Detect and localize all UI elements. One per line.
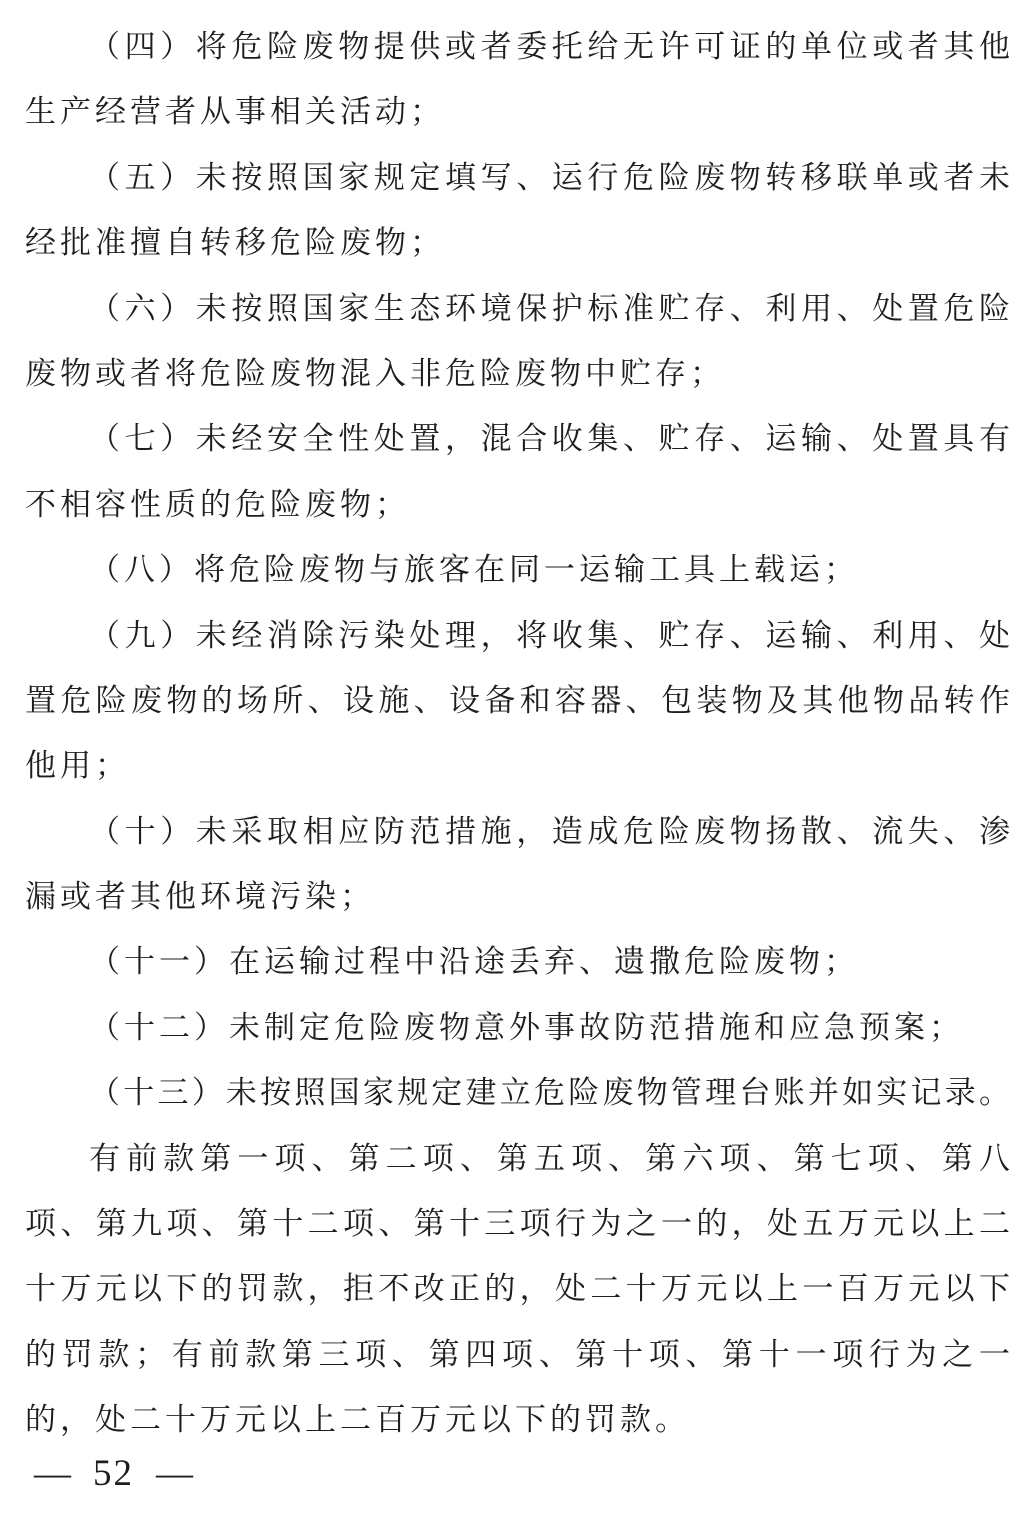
text-line: （十一）在运输过程中沿途丢弃、遗撒危险废物； <box>89 944 859 980</box>
text-line: （五）未按照国家规定填写、运行危险废物转移联单或者未 <box>89 159 1010 195</box>
text-line: 生产经营者从事相关活动； <box>25 94 445 130</box>
text-line: 漏或者其他环境污染； <box>25 879 375 915</box>
body-text <box>25 14 1010 1453</box>
footer-left-dash: — <box>34 1452 71 1494</box>
text-line: （四）将危险废物提供或者委托给无许可证的单位或者其他 <box>89 29 1010 64</box>
page-number: 52 <box>93 1452 134 1494</box>
text-line: （十二）未制定危险废物意外事故防范措施和应急预案； <box>89 1009 964 1045</box>
text-line: 他用； <box>25 748 130 784</box>
page-footer <box>34 1450 193 1496</box>
text-line: 十万元以下的罚款，拒不改正的，处二十万元以上一百万元以下 <box>25 1271 1010 1307</box>
text-line: 废物或者将危险废物混入非危险废物中贮存； <box>25 355 725 391</box>
footer-right-dash: — <box>156 1452 193 1494</box>
text-line: 的罚款；有前款第三项、第四项、第十项、第十一项行为之一 <box>25 1336 1010 1372</box>
text-line: 置危险废物的场所、设施、设备和容器、包装物及其他物品转作 <box>25 682 1010 718</box>
text-line: （六）未按照国家生态环境保护标准贮存、利用、处置危险 <box>89 290 1010 326</box>
text-line: （八）将危险废物与旅客在同一运输工具上载运； <box>89 552 859 588</box>
text-line: 不相容性质的危险废物； <box>25 486 410 522</box>
text-line: 项、第九项、第十二项、第十三项行为之一的，处五万元以上二 <box>25 1206 1010 1242</box>
text-line: 有前款第一项、第二项、第五项、第六项、第七项、第八 <box>89 1140 1010 1176</box>
text-line: （九）未经消除污染处理，将收集、贮存、运输、利用、处 <box>89 617 1010 653</box>
text-line: （十）未采取相应防范措施，造成危险废物扬散、流失、渗 <box>89 813 1010 849</box>
text-line: （十三）未按照国家规定建立危险废物管理台账并如实记录。 <box>89 1075 1010 1111</box>
text-line: 的，处二十万元以上二百万元以下的罚款。 <box>25 1402 690 1438</box>
text-line: 经批准擅自转移危险废物； <box>25 225 445 261</box>
text-line: （七）未经安全性处置，混合收集、贮存、运输、处置具有 <box>89 421 1010 457</box>
